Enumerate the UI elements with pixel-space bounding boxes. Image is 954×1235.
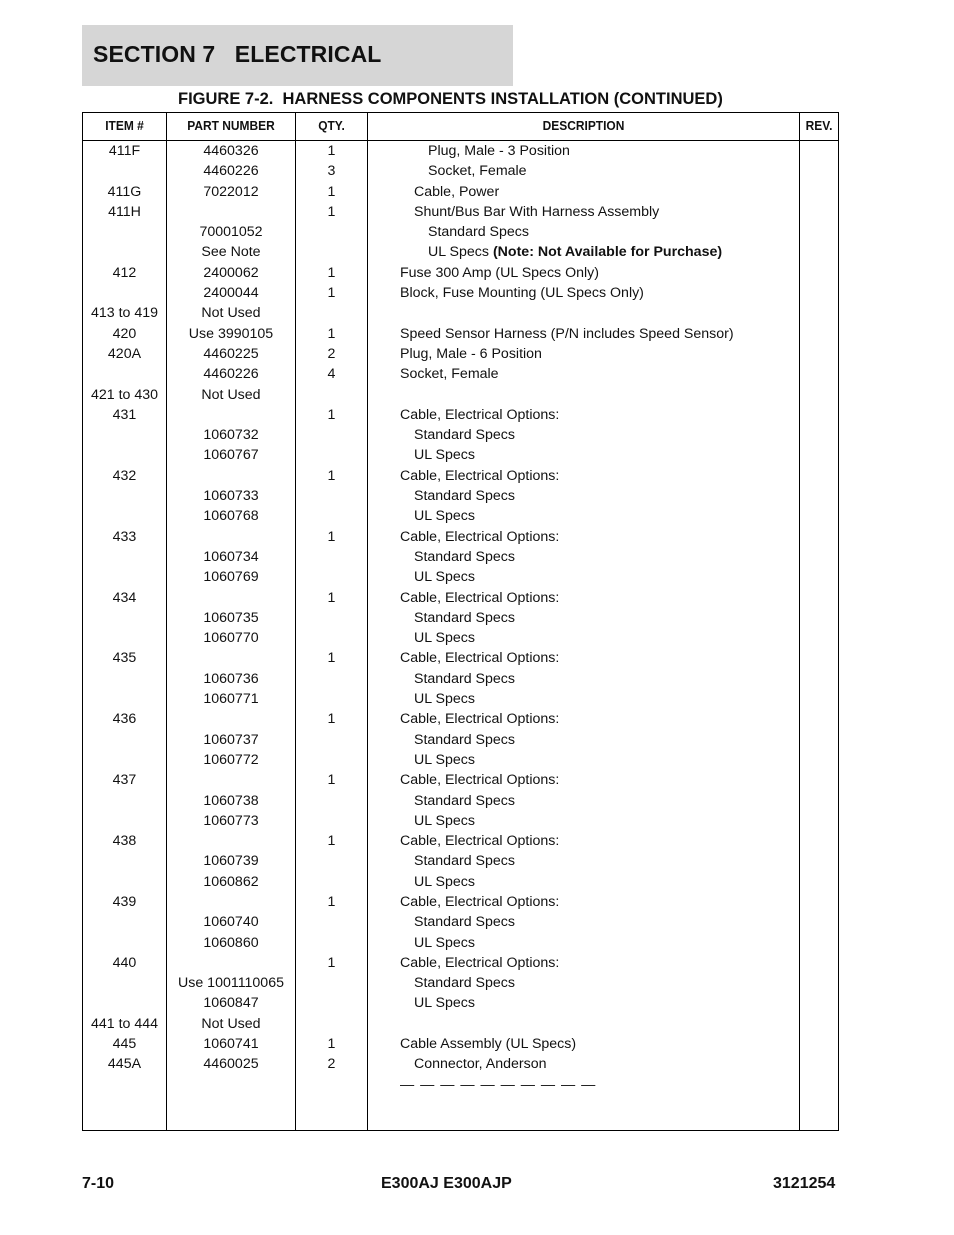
description-text: Cable, Electrical Options: [400, 406, 560, 423]
description [400, 527, 559, 547]
description [400, 405, 559, 425]
quantity: 1 [327, 203, 336, 220]
description [400, 466, 559, 486]
section-title: SECTION 7 ELECTRICAL [93, 41, 382, 67]
description-text: — — — — — — — — — — [400, 1076, 597, 1093]
table-row [83, 811, 838, 831]
description [400, 750, 475, 770]
table-row [83, 344, 838, 364]
table-row [83, 892, 838, 912]
description-text: Cable, Electrical Options: [400, 528, 560, 545]
table-row [83, 588, 838, 608]
item-number: 412 [112, 264, 137, 281]
description-text: Standard Specs [414, 792, 515, 809]
part-number: Use 1001110065 [178, 975, 284, 992]
description [400, 445, 475, 465]
description [400, 709, 559, 729]
table-row [83, 628, 838, 648]
description [400, 689, 475, 709]
table-row [83, 567, 838, 587]
item-number: 421 to 430 [90, 386, 159, 403]
description [400, 1054, 547, 1074]
description-text: UL Specs [414, 934, 475, 951]
item-number: 432 [112, 467, 137, 484]
description [400, 1075, 596, 1095]
table-row [83, 161, 838, 181]
table-row [83, 141, 838, 161]
part-number: 1060769 [203, 569, 259, 586]
part-number: 1060862 [203, 873, 259, 890]
item-number: 441 to 444 [90, 1015, 159, 1032]
table-row [83, 303, 838, 323]
description [400, 791, 515, 811]
description [400, 547, 515, 567]
description-text: Cable, Electrical Options: [400, 467, 560, 484]
table-row [83, 851, 838, 871]
table-row [83, 242, 838, 262]
table-row [83, 709, 838, 729]
description [400, 588, 559, 608]
table-row [83, 547, 838, 567]
item-number: 445A [107, 1056, 142, 1073]
item-number: 413 to 419 [90, 305, 159, 322]
part-number: 2400062 [203, 264, 259, 281]
description-text: Standard Specs [414, 670, 515, 687]
part-number: Not Used [201, 386, 261, 403]
part-number: 4460225 [203, 345, 259, 362]
part-number: 1060738 [203, 792, 259, 809]
table-row [83, 608, 838, 628]
part-number: 1060735 [203, 609, 259, 626]
description-text: Cable, Electrical Options: [400, 711, 560, 728]
description-text: Speed Sensor Harness (P/N includes Speed Sensor) [400, 325, 734, 342]
item-number: 433 [112, 528, 137, 545]
item-number: 445 [112, 1036, 137, 1053]
item-number: 435 [112, 650, 137, 667]
part-number: 1060734 [203, 548, 259, 565]
quantity: 1 [327, 954, 336, 971]
part-number: 1060773 [203, 812, 259, 829]
description-text: Shunt/Bus Bar With Harness Assembly [414, 203, 660, 220]
description-text: Standard Specs [414, 731, 515, 748]
description-text: Cable, Electrical Options: [400, 589, 560, 606]
table-row [83, 202, 838, 222]
description [400, 730, 515, 750]
table-row [83, 953, 838, 973]
table-row [83, 1054, 838, 1074]
quantity: 1 [327, 183, 336, 200]
quantity: 1 [327, 143, 336, 159]
part-number: Use 3990105 [188, 325, 274, 342]
table-row [83, 770, 838, 790]
description-text: Standard Specs [414, 914, 515, 931]
description-text: Plug, Male - 3 Position [428, 143, 570, 159]
table-row [83, 222, 838, 242]
description [400, 324, 734, 344]
description-text: UL Specs [414, 447, 475, 464]
description [400, 811, 475, 831]
description-text: Block, Fuse Mounting (UL Specs Only) [400, 285, 644, 302]
table-body [83, 141, 838, 1095]
table-row [83, 730, 838, 750]
description [400, 202, 659, 222]
table-row [83, 364, 838, 384]
description-text: UL Specs [414, 873, 475, 890]
quantity: 1 [327, 264, 336, 281]
description [400, 912, 515, 932]
description [400, 872, 475, 892]
description [400, 283, 644, 303]
item-number: 439 [112, 893, 137, 910]
table-row [83, 324, 838, 344]
description-text: Standard Specs [414, 548, 515, 565]
part-number: 1060860 [203, 934, 259, 951]
part-number: 70001052 [199, 224, 263, 241]
item-number: 434 [112, 589, 137, 606]
item-number: 436 [112, 711, 137, 728]
description-text: Cable, Electrical Options: [400, 772, 560, 789]
description [400, 669, 515, 689]
description [400, 242, 722, 262]
description-text: UL Specs [414, 508, 475, 525]
description [400, 770, 559, 790]
description-text: Connector, Anderson [414, 1056, 547, 1073]
part-number: 1060772 [203, 751, 259, 768]
part-number: 1060770 [203, 630, 259, 647]
item-number: 438 [112, 833, 137, 850]
table-row [83, 689, 838, 709]
table-row [83, 466, 838, 486]
table-row [83, 506, 838, 526]
table-row [83, 385, 838, 405]
description-text: Standard Specs [428, 224, 529, 241]
part-number: 1060741 [203, 1036, 259, 1053]
header-rev: REV. [805, 118, 833, 133]
table-row [83, 791, 838, 811]
table-row [83, 486, 838, 506]
description-text: UL Specs [414, 751, 475, 768]
model-name: E300AJ E300AJP [381, 1175, 512, 1192]
quantity: 1 [327, 406, 336, 423]
description-text: UL Specs [414, 569, 475, 586]
header-item: ITEM # [105, 118, 144, 133]
part-number: 1060732 [203, 427, 259, 444]
description [400, 1034, 576, 1054]
part-number: 4460226 [203, 366, 259, 383]
quantity: 1 [327, 772, 336, 789]
description [400, 973, 515, 993]
parts-table [82, 112, 839, 1131]
table-row [83, 527, 838, 547]
description-text: Standard Specs [414, 975, 515, 992]
description-text: Cable, Electrical Options: [400, 650, 560, 667]
part-number: 4460025 [203, 1056, 259, 1073]
description [400, 892, 559, 912]
description-note: (Note: Not Available for Purchase) [492, 244, 723, 261]
table-row [83, 1034, 838, 1054]
document-number: 3121254 [773, 1175, 836, 1192]
table-row [83, 831, 838, 851]
table-row [83, 405, 838, 425]
table-row [83, 993, 838, 1013]
description [400, 831, 559, 851]
description [400, 506, 475, 526]
part-number: 1060733 [203, 488, 259, 505]
quantity: 1 [327, 893, 336, 910]
description [400, 953, 559, 973]
description-text: Standard Specs [414, 853, 515, 870]
part-number: See Note [201, 244, 261, 261]
table-row [83, 1075, 838, 1095]
part-number: 1060737 [203, 731, 259, 748]
description [400, 567, 475, 587]
part-number: 4460326 [203, 143, 259, 159]
description-text: Plug, Male - 6 Position [400, 345, 542, 362]
part-number: 7022012 [203, 183, 259, 200]
quantity: 1 [327, 285, 336, 302]
header-description: DESCRIPTION [542, 118, 625, 133]
description [400, 161, 527, 181]
section-banner [82, 25, 513, 86]
part-number: Not Used [201, 305, 261, 322]
description-text: Fuse 300 Amp (UL Specs Only) [400, 264, 599, 281]
part-number: 1060771 [203, 691, 259, 708]
item-number: 420A [107, 345, 142, 362]
description-text: Socket, Female [400, 366, 499, 383]
item-number: 411F [108, 143, 141, 159]
figure-title: FIGURE 7-2. HARNESS COMPONENTS INSTALLATION (CONTINUED) [178, 90, 723, 108]
description [400, 486, 515, 506]
description-text: Standard Specs [414, 609, 515, 626]
page-number: 7-10 [82, 1175, 115, 1192]
item-number: 411G [107, 183, 142, 200]
description [400, 344, 542, 364]
quantity: 3 [327, 163, 336, 180]
description-text: UL Specs [414, 630, 475, 647]
item-number: 411H [108, 203, 141, 220]
quantity: 1 [327, 467, 336, 484]
description-text: Standard Specs [414, 488, 515, 505]
description-text: Standard Specs [414, 427, 515, 444]
part-number: 1060740 [203, 914, 259, 931]
quantity: 1 [327, 589, 336, 606]
table-row [83, 750, 838, 770]
description [400, 182, 499, 202]
quantity: 1 [327, 1036, 336, 1053]
description-text: UL Specs [414, 691, 475, 708]
description [400, 425, 515, 445]
part-number: 1060847 [203, 995, 259, 1012]
part-number: 4460226 [203, 163, 259, 180]
table-row [83, 1014, 838, 1034]
description [400, 993, 475, 1013]
description-text: Cable, Electrical Options: [400, 893, 560, 910]
table-row [83, 912, 838, 932]
description-text: Socket, Female [428, 163, 527, 180]
description [400, 628, 475, 648]
description-text: Cable Assembly (UL Specs) [400, 1036, 577, 1053]
description [400, 263, 599, 283]
description [400, 933, 475, 953]
table-row [83, 425, 838, 445]
item-number: 440 [112, 954, 137, 971]
header-part-number: PART NUMBER [187, 118, 275, 133]
description-text: Cable, Electrical Options: [400, 954, 560, 971]
item-number: 437 [112, 772, 137, 789]
table-row [83, 445, 838, 465]
description-text: UL Specs [414, 995, 475, 1012]
table-row [83, 263, 838, 283]
description-text: Cable, Electrical Options: [400, 833, 560, 850]
description-text: UL Specs [414, 812, 475, 829]
description [400, 648, 559, 668]
table-row [83, 182, 838, 202]
part-number: 1060767 [203, 447, 259, 464]
description-text: UL Specs [428, 244, 493, 261]
header-qty: QTY. [318, 118, 345, 133]
table-row [83, 973, 838, 993]
table-row [83, 933, 838, 953]
table-row [83, 872, 838, 892]
part-number: 1060768 [203, 508, 259, 525]
quantity: 1 [327, 833, 336, 850]
item-number: 431 [112, 406, 137, 423]
quantity: 2 [327, 1056, 336, 1073]
item-number: 420 [112, 325, 137, 342]
description [400, 851, 515, 871]
part-number: 2400044 [203, 285, 259, 302]
table-row [83, 669, 838, 689]
description-text: Cable, Power [414, 183, 500, 200]
description [400, 364, 499, 384]
quantity: 1 [327, 528, 336, 545]
quantity: 1 [327, 650, 336, 667]
description [400, 222, 529, 242]
part-number: 1060739 [203, 853, 259, 870]
part-number: 1060736 [203, 670, 259, 687]
table-row [83, 283, 838, 303]
description [400, 608, 515, 628]
table-row [83, 648, 838, 668]
part-number: Not Used [201, 1015, 261, 1032]
quantity: 2 [327, 345, 336, 362]
quantity: 1 [327, 325, 336, 342]
quantity: 1 [327, 711, 336, 728]
quantity: 4 [327, 366, 336, 383]
description [400, 141, 570, 161]
